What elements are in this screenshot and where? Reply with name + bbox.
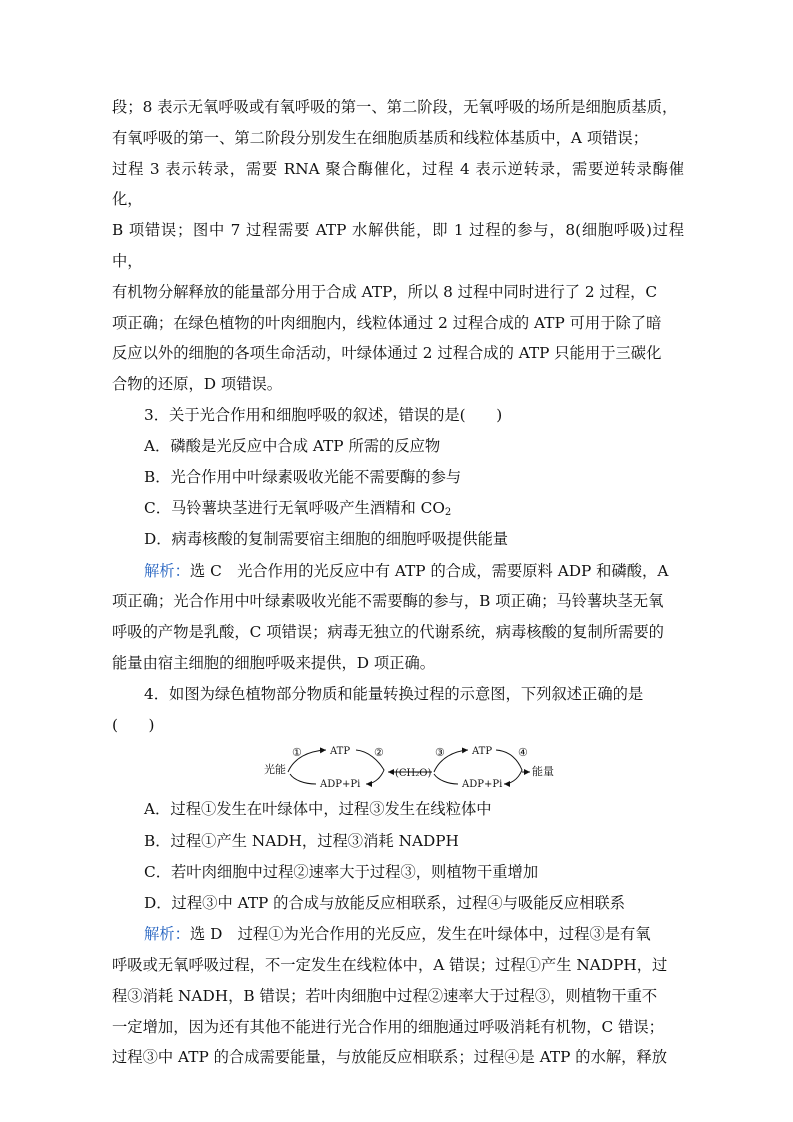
analysis-line: 一定增加，因为还有其他不能进行光合作用的细胞通过呼吸消耗有机物，C 错误； (112, 1017, 664, 1036)
question-4-stem: 4．如图为绿色植物部分物质和能量转换过程的示意图，下列叙述正确的是 (144, 684, 644, 703)
question-4-stem-bracket: ( ) (112, 715, 155, 734)
process-1-marker: ① (292, 746, 302, 760)
process-3-marker: ③ (435, 746, 445, 760)
left-lower-arc (290, 774, 316, 784)
energy-conversion-diagram (112, 742, 684, 792)
analysis-line: 程③消耗 NADH，B 错误；若叶肉细胞中过程②速率大于过程③，则植物干重不 (112, 986, 658, 1005)
question-4-option-a: A．过程①发生在叶绿体中，过程③发生在线粒体中 (144, 800, 492, 819)
analysis-line: 过程③中 ATP 的合成需要能量，与放能反应相联系；过程④是 ATP 的水解，释放 (112, 1048, 668, 1067)
question-3-option-b: B．光合作用中叶绿素吸收光能不需要酶的参与 (144, 467, 462, 486)
right-lower-arc (434, 774, 458, 784)
right-adp-label: ADP+Pi (462, 779, 503, 791)
analysis-text: 选 C 光合作用的光反应中有 ATP 的合成，需要原料 ADP 和磷酸，A (189, 561, 669, 580)
intro-line: 有机物分解释放的能量部分用于合成 ATP，所以 8 过程中同时进行了 2 过程，C (112, 282, 658, 301)
analysis-text: 选 D 过程①为光合作用的光反应，发生在叶绿体中，过程③是有氧 (189, 925, 651, 944)
document-content (112, 92, 684, 1073)
intro-line: 反应以外的细胞的各项生命活动，叶绿体通过 2 过程合成的 ATP 只能用于三碳化 (112, 344, 662, 363)
question-3-analysis (112, 556, 684, 587)
energy-output-label: 能量 (532, 765, 554, 779)
analysis-label: 解析： (144, 925, 190, 944)
question-4-option-b: B．过程①产生 NADH，过程③消耗 NADPH (144, 831, 459, 850)
analysis-line: 呼吸或无氧呼吸过程，不一定发生在线粒体中，A 错误；过程①产生 NADPH，过 (112, 955, 668, 974)
question-3-option-d: D．病毒核酸的复制需要宿主细胞的细胞呼吸提供能量 (144, 530, 509, 549)
question-4-option-d: D．过程③中 ATP 的合成与放能反应相联系，过程④与吸能反应相联系 (144, 893, 626, 912)
question-3-option-c (112, 493, 684, 524)
intro-line: 合物的还原，D 项错误。 (112, 375, 283, 394)
left-atp-label: ATP (330, 746, 351, 758)
light-energy-label: 光能 (264, 763, 286, 777)
analysis-line: 能量由宿主细胞的细胞呼吸来提供，D 项正确。 (112, 653, 436, 672)
intro-line: 过程 3 表示转录，需要 RNA 聚合酶催化，过程 4 表示逆转录，需要逆转录酶催化， (112, 159, 684, 209)
analysis-line: 呼吸的产物是乳酸，C 项错误；病毒无独立的代谢系统，病毒核酸的复制所需要的 (112, 623, 664, 642)
intro-line: 项正确；在绿色植物的叶肉细胞内，线粒体通过 2 过程合成的 ATP 可用于除了暗 (112, 313, 662, 332)
right-atp-label: ATP (472, 746, 493, 758)
process-2-marker: ② (374, 746, 384, 760)
left-adp-label: ADP+Pi (320, 779, 361, 791)
diagram-svg (112, 742, 684, 792)
ch2o-label: (CH₂O) (395, 768, 432, 780)
question-3-option-c-text: C．马铃薯块茎进行无氧呼吸产生酒精和 CO (144, 499, 445, 518)
question-4-option-c: C．若叶肉细胞中过程②速率大于过程③，则植物干重增加 (144, 862, 539, 881)
question-4-analysis (112, 919, 684, 950)
intro-line: 段；8 表示无氧呼吸或有氧呼吸的第一、第二阶段，无氧呼吸的场所是细胞质基质， (112, 98, 678, 116)
analysis-line: 项正确；光合作用中叶绿素吸收光能不需要酶的参与，B 项正确；马铃薯块茎无氧 (112, 592, 664, 611)
analysis-label: 解析： (144, 561, 190, 580)
intro-line: B 项错误；图中 7 过程需要 ATP 水解供能，即 1 过程的参与，8(细胞呼吸)过程中， (112, 221, 684, 270)
question-3-option-a: A．磷酸是光反应中合成 ATP 所需的反应物 (144, 436, 441, 455)
process-4-marker: ④ (518, 746, 528, 760)
question-3-option-c-subscript: 2 (444, 507, 452, 519)
question-3-stem: 3．关于光合作用和细胞呼吸的叙述，错误的是( ) (144, 405, 503, 424)
intro-line: 有氧呼吸的第一、第二阶段分别发生在细胞质基质和线粒体基质中，A 项错误； (112, 128, 649, 147)
